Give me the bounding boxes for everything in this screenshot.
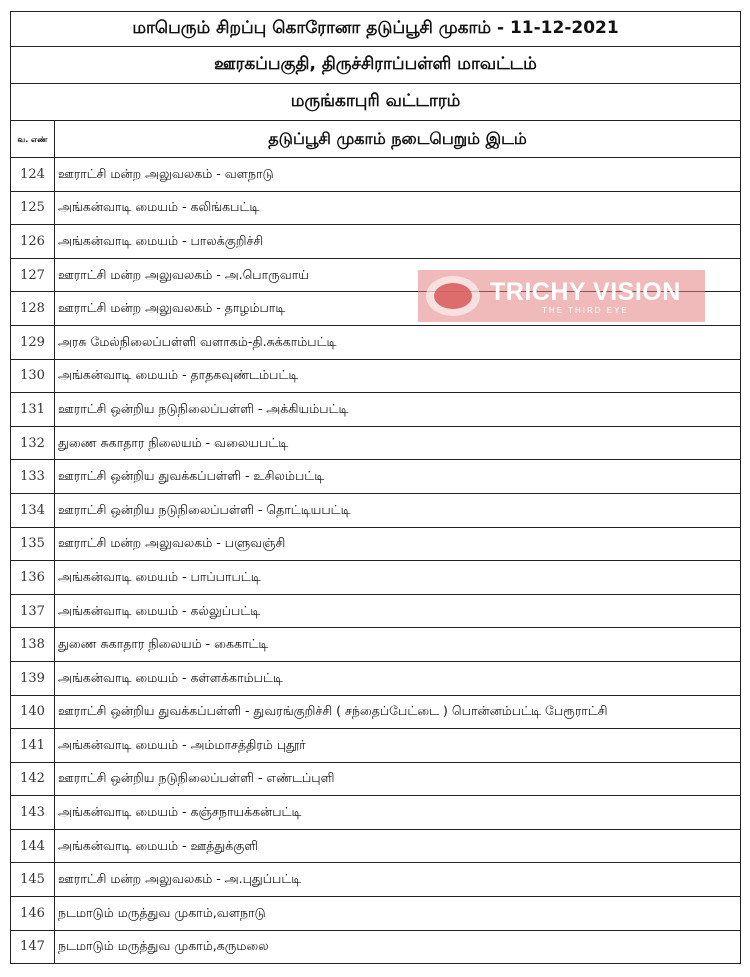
row-number: 147 — [11, 930, 55, 964]
row-place: ஊராட்சி ஒன்றிய நடுநிலைப்பள்ளி - தொட்டியபட்டி — [55, 493, 741, 527]
block-heading: மருங்காபுரி வட்டாரம் — [11, 84, 741, 121]
row-place: ஊராட்சி மன்ற அலுவலகம் - பளுவஞ்சி — [55, 527, 741, 561]
row-place: ஊராட்சி ஒன்றிய துவக்கப்பள்ளி - துவரங்குறிச்சி ( சந்தைப்பேட்டை ) பொன்னம்பட்டி பேரூராட்சி — [55, 695, 741, 729]
row-place: அங்கன்வாடி மையம் - அம்மாசத்திரம் புதூர் — [55, 729, 741, 763]
row-place: ஊராட்சி ஒன்றிய துவக்கப்பள்ளி - உசிலம்பட்டி — [55, 460, 741, 494]
table-row — [11, 460, 741, 494]
row-number: 128 — [11, 292, 55, 326]
row-place: நடமாடும் மருத்துவ முகாம்,வளநாடு — [55, 897, 741, 931]
table-row — [11, 393, 741, 427]
row-place: ஊராட்சி மன்ற அலுவலகம் - அ.பொருவாய் — [55, 258, 741, 292]
row-number: 132 — [11, 426, 55, 460]
column-header-sno: வ. எண் — [11, 121, 55, 158]
area-heading: ஊரகப்பகுதி, திருச்சிராப்பள்ளி மாவட்டம் — [11, 47, 741, 84]
row-number: 130 — [11, 359, 55, 393]
table-row — [11, 325, 741, 359]
vaccination-camp-sheet — [10, 11, 740, 964]
row-place: துணை சுகாதார நிலையம் - வலையபட்டி — [55, 426, 741, 460]
watermark-subtitle: THE THIRD EYE — [542, 305, 629, 315]
table-row — [11, 695, 741, 729]
row-number: 143 — [11, 796, 55, 830]
row-number: 146 — [11, 897, 55, 931]
row-number: 127 — [11, 258, 55, 292]
row-number: 138 — [11, 628, 55, 662]
watermark-title: TRICHY VISION — [490, 277, 681, 306]
table-row — [11, 762, 741, 796]
row-place: ஊராட்சி மன்ற அலுவலகம் - தாழம்பாடி — [55, 292, 741, 326]
row-place: அங்கன்வாடி மையம் - ஊத்துக்குளி — [55, 829, 741, 863]
table-row — [11, 796, 741, 830]
table-row — [11, 594, 741, 628]
table-row — [11, 628, 741, 662]
row-place: அங்கன்வாடி மையம் - கள்ளக்காம்பட்டி — [55, 661, 741, 695]
row-number: 133 — [11, 460, 55, 494]
row-number: 142 — [11, 762, 55, 796]
row-number: 125 — [11, 191, 55, 225]
row-number: 129 — [11, 325, 55, 359]
row-place: ஊராட்சி மன்ற அலுவலகம் - அ.புதுப்பட்டி — [55, 863, 741, 897]
table-row — [11, 829, 741, 863]
row-number: 139 — [11, 661, 55, 695]
table-row — [11, 897, 741, 931]
row-number: 145 — [11, 863, 55, 897]
table-row — [11, 527, 741, 561]
row-number: 141 — [11, 729, 55, 763]
row-number: 124 — [11, 158, 55, 192]
table-row — [11, 661, 741, 695]
table-row — [11, 561, 741, 595]
row-number: 131 — [11, 393, 55, 427]
row-place: அங்கன்வாடி மையம் - கஞ்சநாயக்கன்பட்டி — [55, 796, 741, 830]
table-row — [11, 158, 741, 192]
watermark-banner — [418, 270, 705, 322]
row-place: துணை சுகாதார நிலையம் - கைகாட்டி — [55, 628, 741, 662]
row-place: அங்கன்வாடி மையம் - பாப்பாபட்டி — [55, 561, 741, 595]
table-row — [11, 359, 741, 393]
table-row — [11, 729, 741, 763]
column-header-place: தடுப்பூசி முகாம் நடைபெறும் இடம் — [55, 121, 741, 158]
row-place: அங்கன்வாடி மையம் - கலிங்கபட்டி — [55, 191, 741, 225]
table-row — [11, 225, 741, 259]
row-number: 136 — [11, 561, 55, 595]
row-place: ஊராட்சி ஒன்றிய நடுநிலைப்பள்ளி - அக்கியம்பட்டி — [55, 393, 741, 427]
camp-table — [10, 11, 741, 964]
row-number: 126 — [11, 225, 55, 259]
row-number: 135 — [11, 527, 55, 561]
row-place: அங்கன்வாடி மையம் - பாலக்குறிச்சி — [55, 225, 741, 259]
row-number: 137 — [11, 594, 55, 628]
row-number: 144 — [11, 829, 55, 863]
page-title: மாபெரும் சிறப்பு கொரோனா தடுப்பூசி முகாம் - 11-12-2021 — [11, 12, 741, 47]
row-number: 134 — [11, 493, 55, 527]
trichy-vision-logo-icon — [426, 276, 480, 316]
table-row — [11, 930, 741, 964]
row-place: ஊராட்சி மன்ற அலுவலகம் - வளநாடு — [55, 158, 741, 192]
row-place: அங்கன்வாடி மையம் - கல்லுப்பட்டி — [55, 594, 741, 628]
row-place: அரசு மேல்நிலைப்பள்ளி வளாகம்-தி.சுக்காம்பட்டி — [55, 325, 741, 359]
row-place: அங்கன்வாடி மையம் - தாதகவுண்டம்பட்டி — [55, 359, 741, 393]
table-row — [11, 426, 741, 460]
table-row — [11, 493, 741, 527]
table-row — [11, 191, 741, 225]
row-place: ஊராட்சி ஒன்றிய நடுநிலைப்பள்ளி - எண்டப்புளி — [55, 762, 741, 796]
row-number: 140 — [11, 695, 55, 729]
table-row — [11, 863, 741, 897]
row-place: நடமாடும் மருத்துவ முகாம்,கருமலை — [55, 930, 741, 964]
